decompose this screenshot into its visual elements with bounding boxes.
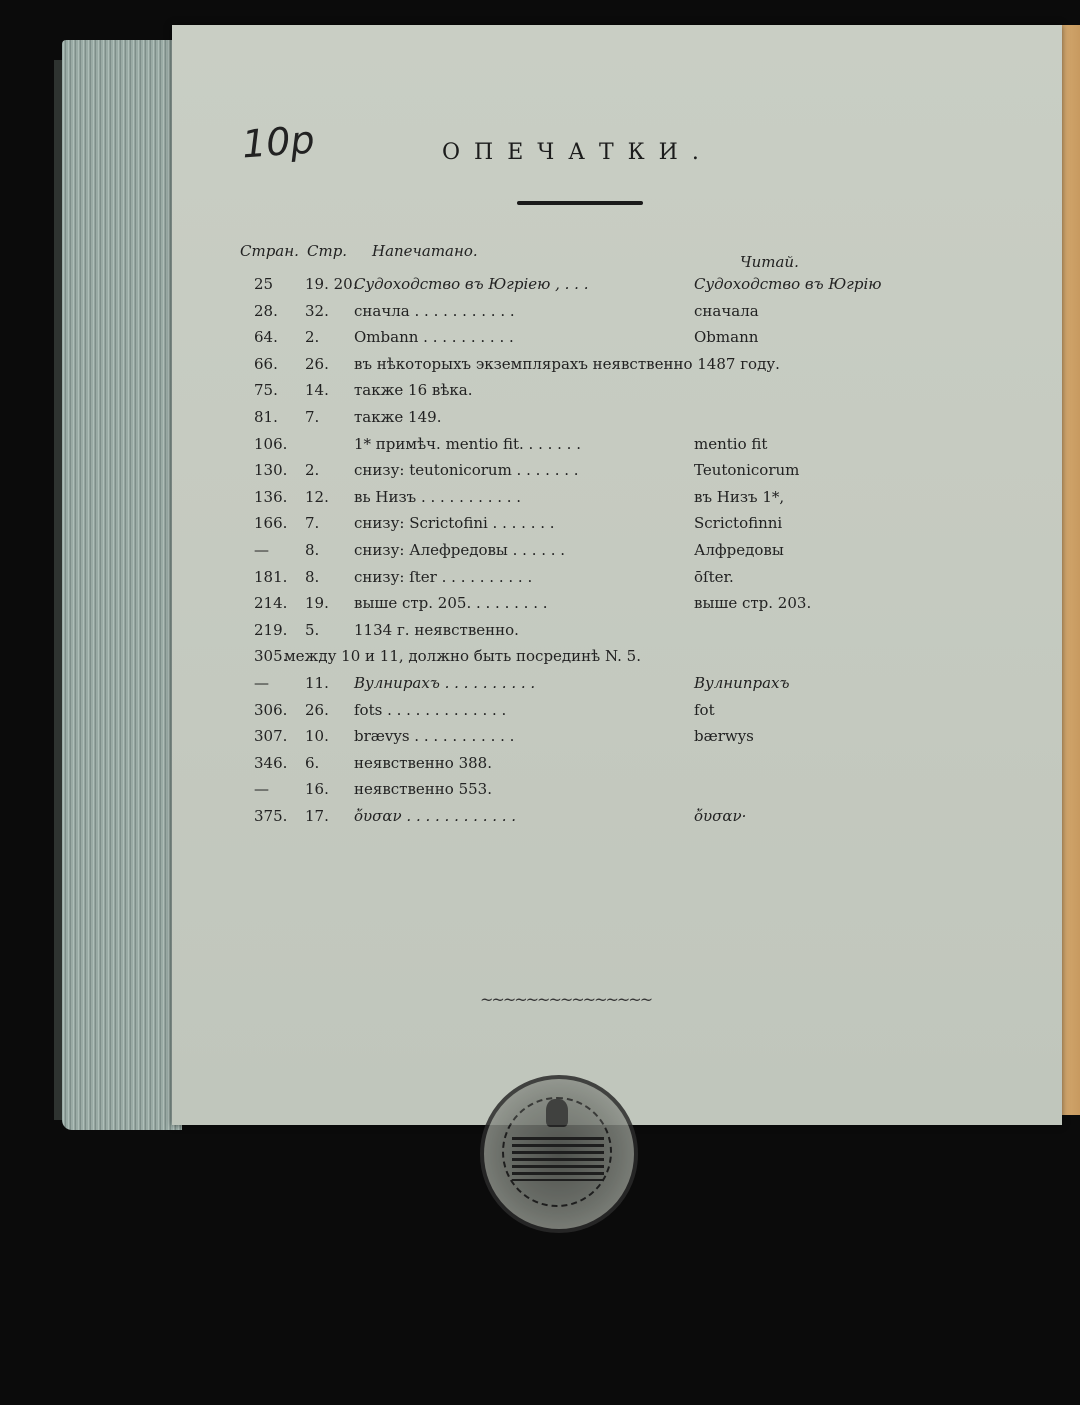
printed-text: Вулнирахъ . . . . . . . . . . bbox=[354, 674, 536, 692]
line-number: 11. bbox=[305, 674, 329, 692]
errata-row bbox=[172, 381, 1062, 407]
correct-text: ōſter. bbox=[694, 567, 734, 586]
printed-text: въ нѣкоторыхъ экземплярахъ неявственно 1487 году. bbox=[354, 354, 780, 373]
errata-row bbox=[172, 541, 1062, 567]
correct-text: выше стр. 203. bbox=[694, 594, 812, 613]
printed-text: Ombann . . . . . . . . . . bbox=[354, 328, 514, 347]
line-number: 16. bbox=[305, 780, 329, 799]
line-number: 2. bbox=[305, 328, 320, 347]
page-number: 25 bbox=[254, 275, 274, 293]
page-number: 136. bbox=[254, 487, 288, 506]
title-rule bbox=[517, 201, 643, 205]
page-number: 346. bbox=[254, 753, 288, 772]
printed-text: снизу: teutonicorum . . . . . . . bbox=[354, 461, 579, 480]
page-title: ОПЕЧАТКИ. bbox=[442, 140, 713, 165]
line-number: 8. bbox=[305, 541, 320, 559]
page-number: 375. bbox=[254, 807, 288, 825]
line-number: 2. bbox=[305, 461, 320, 480]
printed-text: снизу: ſter . . . . . . . . . . bbox=[354, 567, 533, 586]
line-number: между 10 и 11, должно быть посрединѣ N. 5. bbox=[284, 647, 641, 666]
page-number: — bbox=[254, 674, 269, 692]
line-number: 7. bbox=[305, 408, 320, 426]
errata-row bbox=[172, 488, 1062, 514]
errata-row bbox=[172, 674, 1062, 700]
correct-text: Судоходство въ Югрію bbox=[694, 275, 882, 293]
printed-text: неявственно 388. bbox=[354, 753, 492, 772]
page-number: 306. bbox=[254, 700, 288, 719]
correct-text: Вулнипрахъ bbox=[694, 674, 790, 692]
line-number: 26. bbox=[305, 700, 329, 719]
errata-row bbox=[172, 302, 1062, 328]
line-number: 17. bbox=[305, 807, 329, 825]
printed-text: снизу: Scrictofini . . . . . . . bbox=[354, 514, 555, 533]
errata-row bbox=[172, 328, 1062, 354]
line-number: 12. bbox=[305, 487, 329, 506]
page-number: 166. bbox=[254, 514, 288, 533]
correct-text: Teutonicorum bbox=[694, 461, 800, 480]
line-number: 26. bbox=[305, 354, 329, 373]
library-stamp bbox=[480, 1075, 638, 1233]
printed-text: Судоходство въ Югріею , . . . bbox=[354, 275, 589, 293]
page-number: 305. bbox=[254, 647, 288, 666]
printed-text: снизу: Алефредовы . . . . . . bbox=[354, 541, 566, 559]
errata-row bbox=[172, 408, 1062, 434]
page-number: — bbox=[254, 780, 269, 799]
printed-text: brævys . . . . . . . . . . . bbox=[354, 727, 515, 746]
errata-row bbox=[172, 807, 1062, 833]
printed-text: 1134 г. неявственно. bbox=[354, 620, 519, 639]
correct-text: bærwys bbox=[694, 727, 754, 746]
page-number: 307. bbox=[254, 727, 288, 746]
printed-text: выше стр. 205. . . . . . . . . bbox=[354, 594, 548, 613]
correct-text: Scrictofinni bbox=[694, 514, 783, 533]
printed-text: fots . . . . . . . . . . . . . bbox=[354, 700, 507, 719]
correct-text: ὄυσαν· bbox=[694, 807, 747, 825]
stamp-text-lines bbox=[512, 1137, 604, 1181]
printed-text: также 149. bbox=[354, 408, 442, 426]
printed-text: сначла . . . . . . . . . . . bbox=[354, 301, 515, 320]
page-number: 219. bbox=[254, 620, 288, 639]
errata-row bbox=[172, 621, 1062, 647]
page-number: 75. bbox=[254, 381, 278, 400]
errata-row bbox=[172, 701, 1062, 727]
correct-text: сначала bbox=[694, 301, 759, 320]
page-number: 181. bbox=[254, 567, 288, 586]
printed-text: ὄυσαν . . . . . . . . . . . . bbox=[354, 807, 517, 825]
errata-row bbox=[172, 727, 1062, 753]
correct-text: въ Низъ 1*, bbox=[694, 487, 785, 506]
errata-row bbox=[172, 435, 1062, 461]
printed-text: вь Низъ . . . . . . . . . . . bbox=[354, 487, 522, 506]
correct-text: fot bbox=[694, 700, 715, 719]
handwritten-note: 10р bbox=[240, 117, 316, 167]
line-number: 10. bbox=[305, 727, 329, 746]
line-number: 32. bbox=[305, 301, 329, 320]
errata-row bbox=[172, 355, 1062, 381]
header-line: Стр. bbox=[307, 242, 348, 260]
errata-row bbox=[172, 780, 1062, 806]
page-number: 28. bbox=[254, 301, 278, 320]
page-number: 64. bbox=[254, 328, 278, 347]
header-printed: Напечатано. bbox=[372, 242, 478, 260]
page-number: 130. bbox=[254, 461, 288, 480]
errata-row bbox=[172, 594, 1062, 620]
errata-row bbox=[172, 275, 1062, 301]
line-number: 5. bbox=[305, 620, 320, 639]
header-page: Стран. bbox=[240, 242, 299, 260]
line-number: 19. 20. bbox=[305, 275, 358, 293]
line-number: 14. bbox=[305, 381, 329, 400]
line-number: 19. bbox=[305, 594, 329, 613]
header-read: Читай. bbox=[740, 253, 799, 271]
errata-row bbox=[172, 514, 1062, 540]
correct-text: Obmann bbox=[694, 328, 759, 347]
errata-row bbox=[172, 568, 1062, 594]
printed-text: также 16 вѣка. bbox=[354, 381, 473, 400]
page-number: 106. bbox=[254, 434, 288, 453]
errata-row bbox=[172, 754, 1062, 780]
page-number: 81. bbox=[254, 408, 278, 426]
page-edges bbox=[62, 40, 182, 1130]
printed-text: 1* примѣч. mentio fit. . . . . . . bbox=[354, 434, 581, 453]
line-number: 6. bbox=[305, 753, 320, 772]
printed-text: неявственно 553. bbox=[354, 780, 492, 799]
line-number: 7. bbox=[305, 514, 320, 533]
errata-row bbox=[172, 647, 1062, 673]
correct-text: Алфредовы bbox=[694, 541, 784, 559]
page-number: — bbox=[254, 541, 269, 559]
ornament: ~~~~~~~~~~~~~~~ bbox=[480, 990, 652, 1009]
eagle-icon bbox=[546, 1099, 568, 1127]
correct-text: mentio fit bbox=[694, 434, 768, 453]
page-number: 66. bbox=[254, 354, 278, 373]
errata-row bbox=[172, 461, 1062, 487]
page-number: 214. bbox=[254, 594, 288, 613]
book-page bbox=[172, 25, 1062, 1125]
line-number: 8. bbox=[305, 567, 320, 586]
